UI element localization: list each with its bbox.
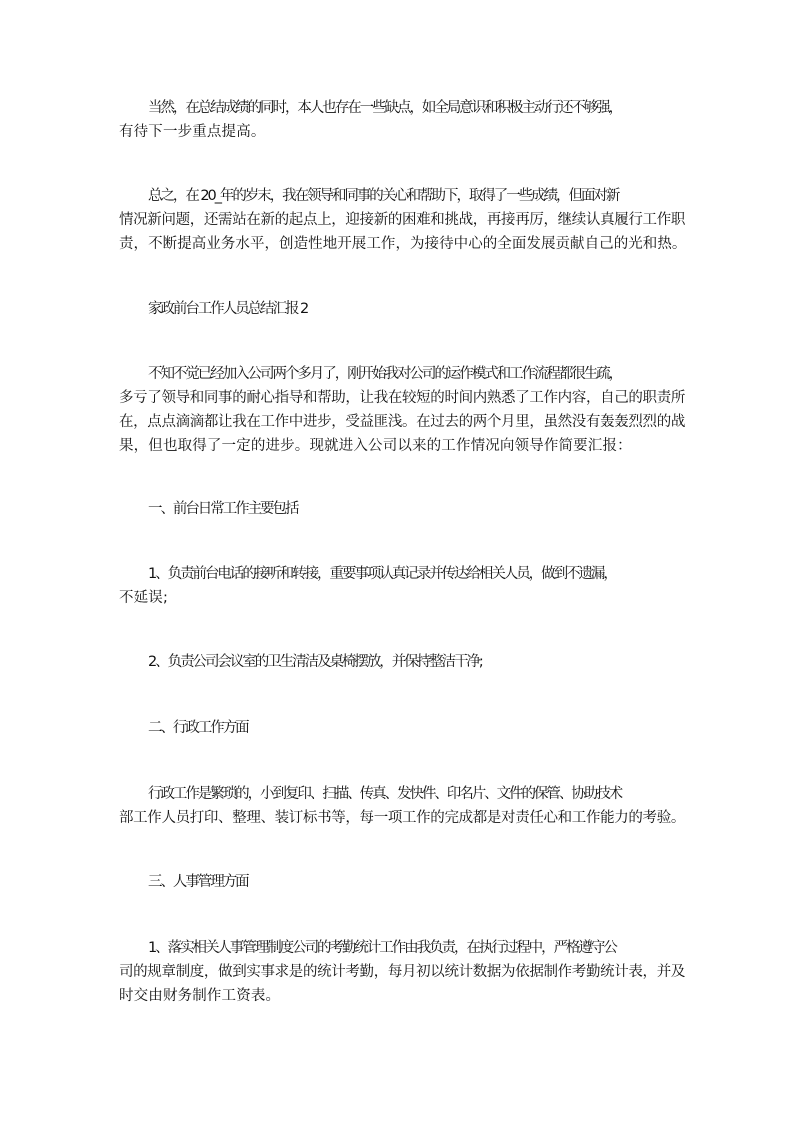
text-line: 司的规章制度，做到实事求是的统计考勤，每月初以统计数据为依据制作考勤统计表，并及	[119, 964, 685, 980]
paragraph-hr-1	[119, 936, 687, 1008]
text-line: 总之，在 20_年的岁末，我在领导和同事的关心和帮助下，取得了一些成绩，但面对新	[148, 188, 619, 204]
paragraph-duty-1	[119, 562, 687, 610]
text-line: 有待下一步重点提高。	[119, 124, 266, 140]
text-line: 当然，在总结成绩的同时，本人也存在一些缺点，如全局意识和积极主动行还不够强，	[148, 100, 622, 116]
text-line: 部工作人员打印、整理、装订标书等，每一项工作的完成都是对责任心和工作能力的考验。	[119, 810, 685, 826]
paragraph-conclusion	[119, 184, 687, 256]
text-line: 多亏了领导和同事的耐心指导和帮助，让我在较短的时间内熟悉了工作内容，自己的职责所	[119, 390, 685, 406]
text-line: 家政前台工作人员总结汇报 2	[148, 301, 308, 317]
paragraph-admin-work	[119, 782, 687, 830]
text-line: 果，但也取得了一定的进步。现就进入公司以来的工作情况向领导作简要汇报：	[119, 438, 632, 454]
heading-front-desk-duties	[119, 497, 687, 521]
text-line: 2、负责公司会议室的卫生清洁及桌椅摆放，并保持整洁干净;	[148, 654, 482, 670]
text-line: 1、落实相关人事管理制度公司的考勤统计工作由我负责，在执行过程中，严格遵守公	[148, 940, 616, 956]
heading-admin-work	[119, 716, 687, 740]
text-line: 一、前台日常工作主要包括	[148, 501, 298, 517]
text-line: 不延误;	[119, 590, 168, 606]
paragraph-shortcomings	[119, 96, 687, 144]
section-title-report-2	[119, 297, 687, 321]
paragraph-duty-2	[119, 650, 687, 674]
text-line: 时交由财务制作工资表。	[119, 988, 281, 1004]
text-line: 情况新问题，还需站在新的起点上，迎接新的困难和挑战，再接再厉，继续认真履行工作职	[119, 212, 685, 228]
text-line: 三、人事管理方面	[148, 874, 248, 890]
text-line: 责，不断提高业务水平，创造性地开展工作，为接待中心的全面发展贡献自己的光和热。	[119, 236, 687, 252]
text-line: 在，点点滴滴都让我在工作中进步，受益匪浅。在过去的两个月里，虽然没有轰轰烈烈的战	[119, 414, 685, 430]
heading-hr-management	[119, 870, 687, 894]
text-line: 行政工作是繁琐的，小到复印、扫描、传真、发快件、印名片、文件的保管、协助技术	[148, 786, 622, 802]
text-line: 二、行政工作方面	[148, 720, 248, 736]
text-line: 不知不觉已经加入公司两个多月了，刚开始我对公司的运作模式和工作流程都很生疏，	[148, 366, 622, 382]
text-line: 1、负责前台电话的接听和转接，重要事项认真记录并传达给相关人员，做到不遗漏，	[148, 566, 616, 582]
paragraph-introduction	[119, 362, 687, 458]
